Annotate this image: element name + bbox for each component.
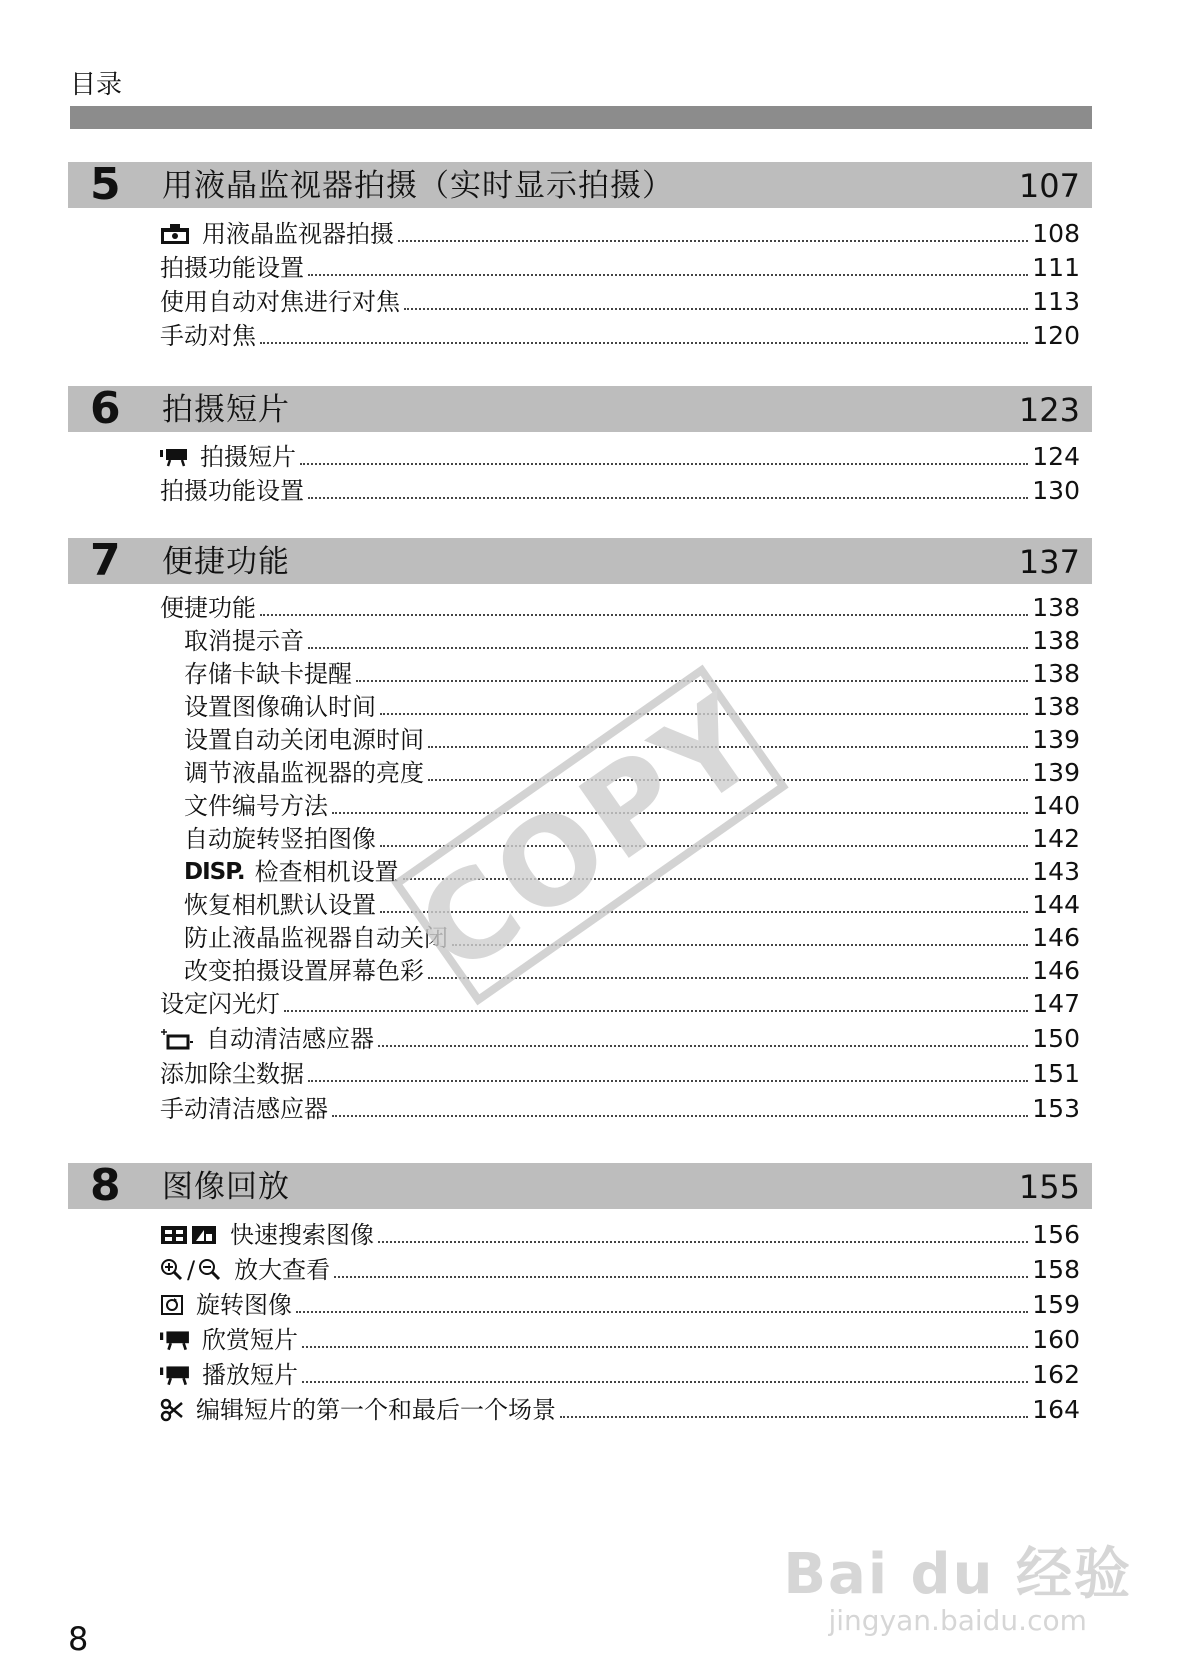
entry-label: 快速搜索图像 (230, 1221, 374, 1249)
toc-entry[interactable] (160, 1323, 1080, 1357)
entry-label: 用液晶监视器拍摄 (202, 220, 394, 248)
toc-entry[interactable] (160, 987, 1080, 1021)
entry-label: 设置自动关闭电源时间 (184, 726, 424, 754)
sensor-clean-icon (160, 1027, 194, 1051)
chapter-title: 拍摄短片 (162, 392, 290, 428)
chapter-5-heading[interactable] (68, 159, 1092, 210)
entry-label: 拍摄功能设置 (160, 477, 304, 505)
toc-entry[interactable] (160, 251, 1080, 285)
entry-page: 138 (1032, 626, 1080, 655)
dot-leader (404, 308, 1028, 310)
entry-label: 改变拍摄设置屏幕色彩 (184, 957, 424, 985)
header-bar (70, 106, 1092, 129)
entry-label: 自动旋转竖拍图像 (184, 825, 376, 853)
entry-page: 162 (1032, 1360, 1080, 1389)
entry-page: 159 (1032, 1290, 1080, 1319)
entry-page: 158 (1032, 1255, 1080, 1284)
dot-leader (260, 342, 1028, 344)
baidu-watermark (783, 1530, 1132, 1637)
chapter-page: 155 (1018, 1168, 1080, 1206)
dot-leader (308, 647, 1028, 649)
entry-label: 拍摄短片 (200, 443, 296, 471)
copy-stamp-text: COPY (394, 668, 786, 1002)
dot-leader (308, 1080, 1028, 1082)
dot-leader (334, 1276, 1028, 1278)
dot-leader (308, 497, 1028, 499)
entry-label: 便捷功能 (160, 594, 256, 622)
entry-page: 160 (1032, 1325, 1080, 1354)
chapter-title: 图像回放 (162, 1169, 290, 1205)
chapter-number: 7 (90, 535, 121, 586)
entry-page: 142 (1032, 824, 1080, 853)
toc-entry[interactable] (160, 217, 1080, 251)
chapter-number: 5 (90, 159, 121, 210)
entry-label: 使用自动对焦进行对焦 (160, 288, 400, 316)
dot-leader (302, 1381, 1028, 1383)
toc-entry[interactable] (160, 285, 1080, 319)
entry-page: 156 (1032, 1220, 1080, 1249)
entry-page: 120 (1032, 321, 1080, 350)
entry-label: 设定闪光灯 (160, 990, 280, 1018)
toc-entry[interactable] (160, 1092, 1080, 1126)
watermark-url: jingyan.baidu.com (828, 1604, 1087, 1637)
entry-page: 138 (1032, 593, 1080, 622)
dot-leader (560, 1416, 1028, 1418)
chapter-7-heading[interactable] (68, 535, 1092, 586)
toc-entry[interactable] (160, 1393, 1080, 1427)
entry-page: 144 (1032, 890, 1080, 919)
entry-label: 放大查看 (234, 1256, 331, 1284)
chapter-6-heading[interactable] (68, 383, 1092, 434)
watermark-logo: Bai du 经验 (783, 1542, 1132, 1607)
entry-page: 153 (1032, 1094, 1080, 1123)
entry-label: 调节液晶监视器的亮度 (184, 759, 424, 787)
dot-leader (300, 463, 1028, 465)
dot-leader (398, 240, 1028, 242)
entry-page: 139 (1032, 725, 1080, 754)
entry-label: 取消提示音 (184, 627, 304, 655)
entry-label: 编辑短片的第一个和最后一个场景 (196, 1396, 556, 1424)
toc-subentry[interactable] (184, 921, 1080, 955)
toc-entry[interactable] (160, 591, 1080, 625)
disp-button-label: DISP. (184, 859, 245, 885)
entry-label: 手动对焦 (160, 322, 256, 350)
chapter-number: 8 (90, 1160, 121, 1211)
entry-page: 150 (1032, 1024, 1080, 1053)
toc-subentry[interactable] (184, 954, 1080, 988)
chapter-number: 6 (90, 383, 121, 434)
entry-page: 151 (1032, 1059, 1080, 1088)
chapter-page: 137 (1018, 543, 1080, 581)
entry-label: 手动清洁感应器 (160, 1095, 328, 1123)
dot-leader (378, 1045, 1028, 1047)
rotate-icon (160, 1293, 184, 1317)
entry-label: 存储卡缺卡提醒 (184, 660, 352, 688)
entry-label: 防止液晶监视器自动关闭 (184, 924, 448, 952)
toc-entry[interactable] (160, 1022, 1080, 1056)
toc-subentry[interactable] (184, 624, 1080, 658)
dot-leader (308, 274, 1028, 276)
chapter-title: 用液晶监视器拍摄（实时显示拍摄） (162, 168, 674, 204)
entry-page: 124 (1032, 442, 1080, 471)
entry-page: 108 (1032, 219, 1080, 248)
icon-separator: / (187, 1256, 196, 1284)
magnify-icon (160, 1253, 222, 1287)
chapter-8-heading[interactable] (68, 1160, 1092, 1211)
entry-page: 146 (1032, 923, 1080, 952)
entry-page: 139 (1032, 758, 1080, 787)
toc-entry[interactable] (160, 319, 1080, 353)
entry-page: 113 (1032, 287, 1080, 316)
entry-label: 文件编号方法 (184, 792, 328, 820)
chapter-page: 123 (1018, 391, 1080, 429)
entry-page: 111 (1032, 253, 1080, 282)
toc-entry[interactable] (160, 440, 1080, 474)
movie-icon (160, 1329, 190, 1351)
movie-icon (160, 447, 188, 467)
entry-page: 138 (1032, 659, 1080, 688)
entry-page: 146 (1032, 956, 1080, 985)
entry-label: 恢复相机默认设置 (184, 891, 376, 919)
dot-leader (260, 614, 1028, 616)
toc-entry[interactable] (160, 1358, 1080, 1392)
entry-label: 检查相机设置 (254, 858, 399, 886)
entry-page: 138 (1032, 692, 1080, 721)
reduce-icon (198, 1258, 222, 1282)
toc-subentry[interactable] (184, 657, 1080, 691)
dot-leader (428, 977, 1028, 979)
dot-leader (284, 1010, 1028, 1012)
toc-entry[interactable] (160, 1253, 1080, 1287)
index-jump-icon (160, 1224, 218, 1246)
entry-label: 欣赏短片 (202, 1326, 298, 1354)
dot-leader (332, 1115, 1028, 1117)
entry-label: 旋转图像 (196, 1291, 292, 1319)
dot-leader (296, 1311, 1028, 1313)
chapter-title: 便捷功能 (162, 544, 290, 580)
dot-leader (302, 1346, 1028, 1348)
entry-page: 130 (1032, 476, 1080, 505)
entry-page: 147 (1032, 989, 1080, 1018)
chapter-page: 107 (1018, 167, 1080, 205)
page-number: 8 (68, 1620, 89, 1658)
entry-page: 164 (1032, 1395, 1080, 1424)
scissors-icon (160, 1398, 184, 1422)
camera-icon (160, 223, 190, 245)
toc-entry[interactable] (160, 1057, 1080, 1091)
entry-page: 140 (1032, 791, 1080, 820)
toc-entry[interactable] (160, 474, 1080, 508)
entry-label: 自动清洁感应器 (206, 1025, 374, 1053)
toc-entry[interactable] (160, 1218, 1080, 1252)
toc-entry[interactable] (160, 1288, 1080, 1322)
entry-label: 设置图像确认时间 (184, 693, 376, 721)
entry-label: 播放短片 (202, 1361, 298, 1389)
entry-page: 143 (1032, 857, 1080, 886)
entry-label: 添加除尘数据 (160, 1060, 304, 1088)
page-header-title: 目录 (70, 70, 123, 100)
movie-icon (160, 1364, 190, 1386)
entry-label: 拍摄功能设置 (160, 254, 304, 282)
dot-leader (378, 1241, 1028, 1243)
